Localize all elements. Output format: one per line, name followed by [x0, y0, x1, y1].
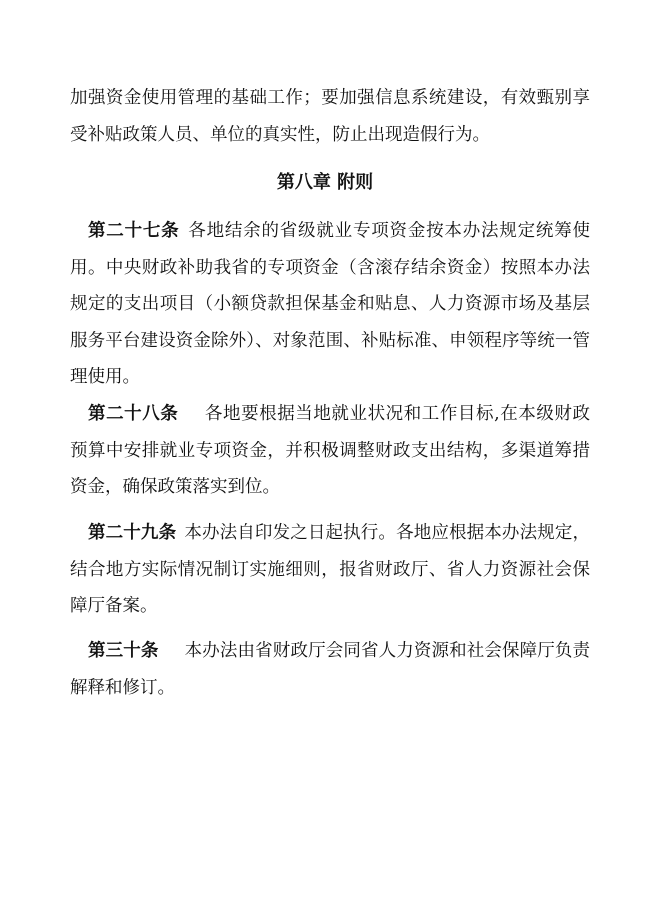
article-30-label: 第三十条	[88, 641, 159, 661]
article-27	[70, 213, 590, 396]
article-30	[70, 633, 590, 706]
article-27-label: 第二十七条	[88, 221, 180, 241]
article-29	[70, 515, 590, 625]
article-29-text: 本办法自印发之日起执行。各地应根据本办法规定，结合地方实际情况制订实施细则，报省财政厅、省人力资源社会保障厅备案。	[70, 523, 591, 616]
article-30-text: 本办法由省财政厅会同省人力资源和社会保障厅负责解释和修订。	[70, 641, 591, 698]
article-28-text: 各地要根据当地就业状况和工作目标,在本级财政预算中安排就业专项资金，并积极调整财政支出结构，多渠道筹措资金，确保政策落实到位。	[70, 404, 590, 497]
continuation-paragraph: 加强资金使用管理的基础工作；要加强信息系统建设，有效甄别享受补贴政策人员、单位的真实性，防止出现造假行为。	[70, 88, 590, 145]
article-27-text: 各地结余的省级就业专项资金按本办法规定统筹使用。中央财政补助我省的专项资金（含滚存结余资金）按照本办法规定的支出项目（小额贷款担保基金和贴息、人力资源市场及基层服务平台建设资金除外）、对象范围、补贴标准、申领程序等统一管理使用。	[70, 221, 591, 387]
chapter-title: 第八章 附则	[276, 172, 374, 193]
article-28	[70, 396, 590, 506]
article-28-label: 第二十八条	[88, 404, 179, 424]
article-29-label: 第二十九条	[88, 523, 177, 543]
